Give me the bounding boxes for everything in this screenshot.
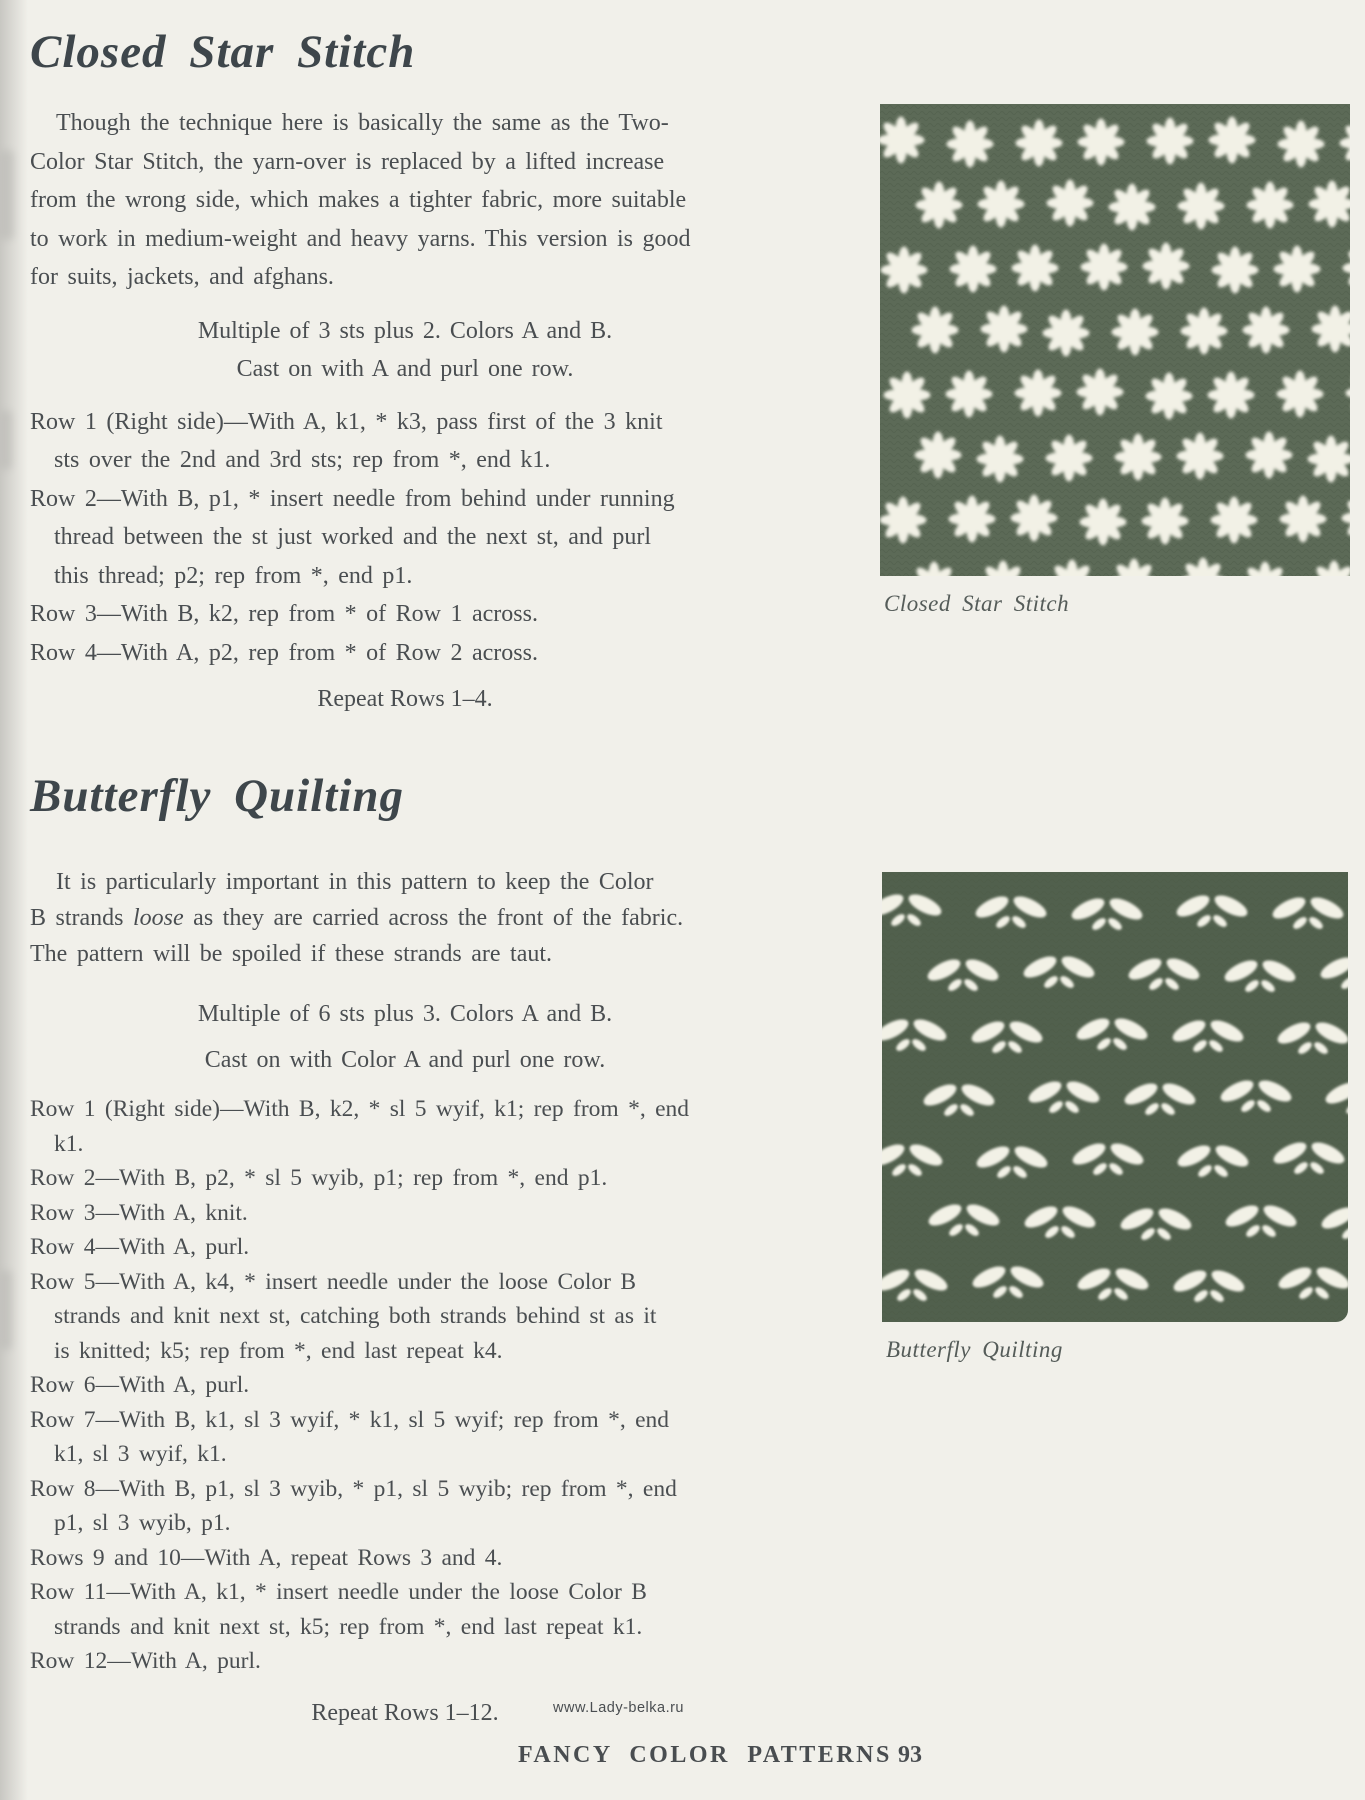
setup-line: Multiple of 3 sts plus 2. Colors A and B. (197, 317, 613, 344)
text-line: Row 3—With B, k2, rep from * of Row 1 across. (30, 601, 538, 627)
row-instruction (30, 1403, 780, 1472)
text-line: It is particularly important in this pattern to keep the Color (56, 869, 654, 895)
text-line: The pattern will be spoiled if these strands are taut. (30, 941, 553, 967)
row-instructions (30, 403, 780, 673)
text-line: p1, sl 3 wyib, p1. (54, 1510, 231, 1536)
text-line: Color Star Stitch, the yarn-over is replaced by a lifted increase (30, 148, 665, 175)
row-instruction (30, 1644, 780, 1679)
text-line: Row 2—With B, p1, * insert needle from behind under running (30, 485, 675, 512)
repeat-line: Repeat Rows 1–12. (311, 1699, 499, 1726)
setup-lines (30, 312, 780, 389)
section-title: Closed Star Stitch (30, 26, 416, 78)
text-line: Row 5—With A, k4, * insert needle under the loose Color B (30, 1268, 637, 1295)
butterfly-quilting-photo (882, 872, 1348, 1322)
repeat-line: Repeat Rows 1–4. (317, 686, 493, 712)
text-line: B strands loose as they are carried across the front of the fabric. (30, 905, 684, 931)
setup-line: Multiple of 6 sts plus 3. Colors A and B. (197, 1001, 613, 1027)
text-line: Row 7—With B, k1, sl 3 wyif, * k1, sl 5 wyif; rep from *, end (30, 1406, 670, 1433)
text-line: strands and knit next st, k5; rep from *, end last repeat k1. (54, 1613, 643, 1640)
row-instruction (30, 1161, 780, 1196)
intro-paragraph (30, 104, 780, 297)
text-line: Row 11—With A, k1, * insert needle under the loose Color B (30, 1579, 647, 1605)
text-line: Row 6—With A, purl. (30, 1372, 250, 1398)
photo-caption: Butterfly Quilting (886, 1337, 1063, 1362)
section-butterfly-quilting (30, 768, 780, 1731)
scan-edge-shadow (0, 0, 28, 1800)
text-line: this thread; p2; rep from *, end p1. (54, 562, 413, 589)
intro-paragraph (30, 864, 780, 972)
setup-line: Cast on with Color A and purl one row. (204, 1047, 606, 1073)
text-line: strands and knit next st, catching both strands behind st as it (54, 1303, 657, 1329)
row-instruction (30, 1265, 780, 1369)
text-line: Row 1 (Right side)—With A, k1, * k3, pass first of the 3 knit (30, 408, 663, 435)
text-line: to work in medium-weight and heavy yarns. This version is good (30, 225, 691, 252)
watermark-url: www.Lady-belka.ru (553, 1700, 684, 1716)
text-line: Row 1 (Right side)—With B, k2, * sl 5 wyif, k1; rep from *, end (30, 1096, 690, 1122)
row-instruction (30, 634, 780, 673)
row-instruction (30, 1196, 780, 1231)
text-line: is knitted; k5; rep from *, end last repeat k4. (54, 1337, 503, 1364)
text-line: thread between the st just worked and the next st, and purl (54, 524, 652, 550)
text-line: sts over the 2nd and 3rd sts; rep from *, end k1. (54, 447, 551, 473)
text-line: k1, sl 3 wyif, k1. (54, 1441, 227, 1467)
page-number: 93 (898, 1742, 922, 1768)
text-line: Row 12—With A, purl. (30, 1648, 261, 1674)
section-title: Butterfly Quilting (30, 770, 405, 822)
text-line: from the wrong side, which makes a tighter fabric, more suitable (30, 187, 687, 213)
text-line: Row 3—With A, knit. (30, 1199, 248, 1226)
text-line: for suits, jackets, and afghans. (30, 264, 334, 290)
row-instruction (30, 480, 780, 596)
row-instruction (30, 1541, 780, 1576)
text-line: Row 2—With B, p2, * sl 5 wyib, p1; rep from *, end p1. (30, 1165, 608, 1191)
row-instructions (30, 1092, 780, 1679)
section-closed-star-stitch (30, 24, 780, 718)
setup-line: Cast on with A and purl one row. (236, 356, 574, 382)
row-instruction (30, 1368, 780, 1403)
row-instruction (30, 1092, 780, 1161)
scan-smudge (0, 150, 14, 240)
text-line: Rows 9 and 10—With A, repeat Rows 3 and 4. (30, 1544, 503, 1571)
scan-smudge (0, 410, 12, 470)
setup-lines (30, 996, 780, 1078)
running-footer-title: FANCY COLOR PATTERNS (518, 1742, 892, 1768)
photo-caption: Closed Star Stitch (884, 591, 1070, 616)
row-instruction (30, 403, 780, 480)
text-line: Row 4—With A, purl. (30, 1234, 250, 1260)
row-instruction (30, 1575, 780, 1644)
text-line: Row 8—With B, p1, sl 3 wyib, * p1, sl 5 wyib; rep from *, end (30, 1475, 677, 1502)
text-line: Though the technique here is basically the same as the Two- (56, 110, 669, 136)
row-instruction (30, 595, 780, 634)
text-line: k1. (54, 1130, 84, 1157)
closed-star-stitch-photo (880, 104, 1350, 576)
row-instruction (30, 1230, 780, 1265)
scan-smudge (0, 1270, 12, 1350)
row-instruction (30, 1472, 780, 1541)
text-line: Row 4—With A, p2, rep from * of Row 2 across. (30, 639, 538, 666)
